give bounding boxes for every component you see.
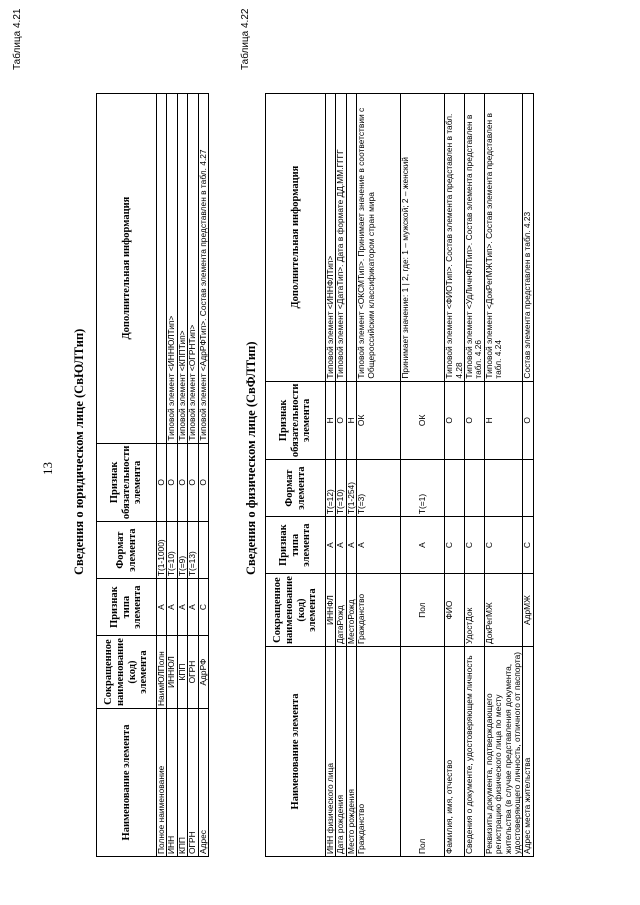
table-row	[401, 93, 445, 856]
element-format: T(=13)	[188, 522, 198, 579]
element-required: О	[188, 443, 198, 522]
element-format	[484, 460, 523, 517]
table1	[96, 93, 209, 857]
element-type: А	[177, 579, 187, 636]
element-name: Полное наименование	[157, 709, 167, 857]
element-format: T(1-254)	[346, 460, 356, 517]
element-code: АдрРФ	[198, 636, 208, 709]
element-type: А	[167, 579, 177, 636]
table-row	[346, 93, 356, 856]
element-info: Типовой элемент <ОГРНТип>	[188, 93, 198, 443]
header-cell: Признак типа элемента	[266, 517, 326, 574]
element-format: T(1-1000)	[157, 522, 167, 579]
element-name: Фамилия, имя, отчество	[445, 647, 465, 857]
element-code: УдостДок	[465, 574, 485, 647]
element-type: С	[465, 517, 485, 574]
header-cell: Наименование элемента	[266, 647, 326, 857]
element-required: О	[336, 381, 346, 460]
element-name: Пол	[401, 647, 445, 857]
header-cell: Сокращенное наименование (код) элемента	[97, 636, 157, 709]
element-name: Дата рождения	[336, 647, 346, 857]
element-name: Реквизиты документа, подтверждающего регистрацию физического лица по месту жительства (в случае представления документа, удостоверяющего личность, отличного от паспорта)	[484, 647, 523, 857]
header-cell: Признак обязательности элемента	[266, 381, 326, 460]
element-required: О	[198, 443, 208, 522]
element-format	[445, 460, 465, 517]
element-type: А	[401, 517, 445, 574]
element-required: ОК	[357, 381, 401, 460]
element-required: О	[177, 443, 187, 522]
element-info: Типовой элемент <ФИОТип>. Состав элемента представлен в табл. 4.28	[445, 93, 465, 381]
header-cell: Признак обязательности элемента	[97, 443, 157, 522]
element-type: А	[188, 579, 198, 636]
header-cell: Дополнительная информация	[266, 93, 326, 381]
element-required: О	[445, 381, 465, 460]
element-code: ОГРН	[188, 636, 198, 709]
element-format: T(=10)	[167, 522, 177, 579]
element-type: А	[157, 579, 167, 636]
element-name: КПП	[177, 709, 187, 857]
element-format: T(=3)	[357, 460, 401, 517]
element-code: ДокРегМЖ	[484, 574, 523, 647]
element-type: А	[346, 517, 356, 574]
element-info	[346, 93, 356, 381]
header-cell: Формат элемента	[266, 460, 326, 517]
element-info: Принимает значение: 1 | 2, где: 1 – мужской; 2 – женский	[401, 93, 445, 381]
table-row	[198, 93, 208, 856]
element-code: ДатаРожд	[336, 574, 346, 647]
element-name: ИНН физического лица	[326, 647, 336, 857]
table-row	[523, 93, 533, 856]
table-row	[167, 93, 177, 856]
element-type: С	[198, 579, 208, 636]
element-name: Место рождения	[346, 647, 356, 857]
element-name: ИНН	[167, 709, 177, 857]
table-row	[177, 93, 187, 856]
element-required: О	[167, 443, 177, 522]
element-type: А	[326, 517, 336, 574]
element-code: ИННФЛ	[326, 574, 336, 647]
element-type: С	[523, 517, 533, 574]
element-code: КПП	[177, 636, 187, 709]
table-row	[484, 93, 523, 856]
table2-label: Таблица 4.22	[240, 8, 251, 70]
element-info	[157, 93, 167, 443]
element-format	[198, 522, 208, 579]
table-row	[188, 93, 198, 856]
table-row	[445, 93, 465, 856]
element-format: T(=1)	[401, 460, 445, 517]
element-info: Типовой элемент <ДокРегМЖТип>. Состав элемента представлен в табл. 4.24	[484, 93, 523, 381]
element-code: ФИО	[445, 574, 465, 647]
element-info: Типовой элемент <КППТип>	[177, 93, 187, 443]
header-cell: Наименование элемента	[97, 709, 157, 857]
header-cell: Признак типа элемента	[97, 579, 157, 636]
table-row	[157, 93, 167, 856]
table1-label: Таблица 4.21	[12, 8, 23, 70]
element-code: АдрМЖ	[523, 574, 533, 647]
element-name: ОГРН	[188, 709, 198, 857]
table-header-row	[97, 93, 157, 856]
element-required: Н	[326, 381, 336, 460]
element-format	[465, 460, 485, 517]
element-info: Типовой элемент <ИННФЛТип>	[326, 93, 336, 381]
element-type: А	[336, 517, 346, 574]
table2-title: Сведения о физическом лице (СвФЛТип)	[244, 341, 258, 575]
element-format: T(=12)	[326, 460, 336, 517]
element-required: Н	[484, 381, 523, 460]
element-type: С	[484, 517, 523, 574]
element-format	[523, 460, 533, 517]
element-required: О	[157, 443, 167, 522]
element-info: Типовой элемент <ДатаТип>. Дата в формате ДД.ММ.ГГГГ	[336, 93, 346, 381]
element-required: ОК	[401, 381, 445, 460]
element-info: Состав элемента представлен в табл. 4.23	[523, 93, 533, 381]
table-row	[357, 93, 401, 856]
element-info: Типовой элемент <УдЛичнФЛТип>. Состав элемента представлен в табл. 4.26	[465, 93, 485, 381]
element-info: Типовой элемент <ИННЮЛТип>	[167, 93, 177, 443]
table2	[265, 93, 534, 857]
header-cell: Формат элемента	[97, 522, 157, 579]
element-name: Сведения о документе, удостоверяющем личность	[465, 647, 485, 857]
element-name: Гражданство	[357, 647, 401, 857]
element-type: С	[445, 517, 465, 574]
table-row	[326, 93, 336, 856]
element-type: А	[357, 517, 401, 574]
element-info: Типовой элемент <ОКСМТип>. Принимает значение в соответствии с Общероссийским классификатором стран мира	[357, 93, 401, 381]
table-row	[336, 93, 346, 856]
element-required: О	[523, 381, 533, 460]
element-code: НаимЮЛПолн	[157, 636, 167, 709]
header-cell: Дополнительная информация	[97, 93, 157, 443]
element-name: Адрес места жительства	[523, 647, 533, 857]
element-required: Н	[346, 381, 356, 460]
element-name: Адрес	[198, 709, 208, 857]
element-code: Гражданство	[357, 574, 401, 647]
element-code: ИННЮЛ	[167, 636, 177, 709]
table-row	[465, 93, 485, 856]
element-format: T(=10)	[336, 460, 346, 517]
table-header-row	[266, 93, 326, 856]
header-cell: Сокращенное наименование (код) элемента	[266, 574, 326, 647]
page-number: 13	[40, 462, 55, 475]
element-required: О	[465, 381, 485, 460]
element-format: T(=9)	[177, 522, 187, 579]
element-code: МестоРожд	[346, 574, 356, 647]
element-info: Типовой элемент <АдрРФТип>. Состав элемента представлен в табл. 4.27	[198, 93, 208, 443]
element-code: Пол	[401, 574, 445, 647]
table1-title: Сведения о юридическом лице (СвЮЛТип)	[72, 328, 86, 575]
